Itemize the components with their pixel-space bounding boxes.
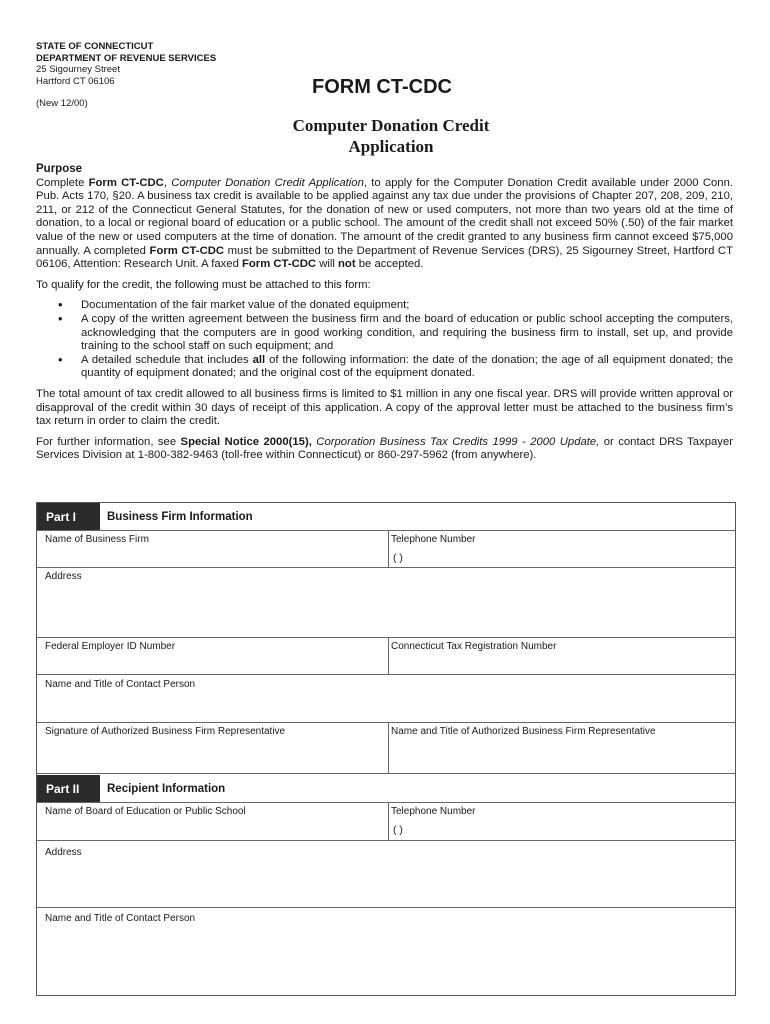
divider — [37, 674, 735, 675]
school-telephone-field[interactable]: Telephone Number — [391, 806, 476, 817]
part-1-title: Business Firm Information — [107, 511, 253, 523]
bullet-icon: • — [58, 297, 63, 313]
representative-name-field[interactable]: Name and Title of Authorized Business Firm Representative — [391, 726, 656, 737]
text-run: , to apply for the Computer Donation Credit available under 2000 Conn. Pub. Acts 170, §20. A business tax credit is available to be applied against any tax due under the provisions of Chapter 207, 208, 209, 210, 211, or 212 of the Connecticut General Statutes, for the donation of new or used computers, not more than two years old at the time of donation, to a local or regional board of education or a public school. The amount of the credit shall not exceed 50% (.50) of the fair market value of the new or used computers at the time of donation. The amount of the credit granted to any business firm cannot exceed $75,000 annually. A completed — [36, 176, 734, 257]
subtitle-line-1: Computer Donation Credit — [292, 116, 490, 135]
divider — [37, 567, 735, 568]
list-item — [36, 351, 733, 381]
fein-field[interactable]: Federal Employer ID Number — [45, 641, 176, 652]
text-run: , — [163, 176, 172, 189]
list-item-text: Documentation of the fair market value of the donated equipment; — [81, 299, 410, 312]
divider — [37, 722, 735, 723]
subtitle-line-2: Application — [348, 137, 434, 156]
school-address-field[interactable]: Address — [45, 847, 82, 858]
area-code-parens: ( ) — [393, 824, 403, 836]
purpose-heading: Purpose — [36, 163, 83, 175]
business-name-field[interactable]: Name of Business Firm — [45, 534, 149, 545]
state-name: STATE OF CONNECTICUT — [36, 41, 154, 52]
text-run: A detailed schedule that includes — [81, 353, 253, 366]
text-run: For further information, see — [36, 435, 181, 448]
text-run: must be submitted to the Department of Revenue Services (DRS), 25 Sigourney Street, Hartford CT 06106, Attention: Research Unit. A faxed — [36, 244, 733, 271]
qualify-paragraph: To qualify for the credit, the following must be attached to this form: — [36, 278, 371, 291]
divider — [37, 773, 735, 774]
divider — [37, 840, 735, 841]
department-name: DEPARTMENT OF REVENUE SERVICES — [36, 52, 217, 64]
ct-tax-registration-field[interactable]: Connecticut Tax Registration Number — [391, 641, 557, 652]
business-telephone-field[interactable]: Telephone Number — [391, 534, 476, 545]
text-run: will — [316, 258, 339, 271]
limit-paragraph: The total amount of tax credit allowed to all business firms is limited to $1 million in any one fiscal year. DRS will provide written approval or disapproval of the credit within 30 days of receipt of this application. A copy of the approval letter must be attached to the business firm’s tax return in order to claim the credit. — [36, 387, 733, 428]
emphasis: all — [252, 353, 266, 366]
divider — [37, 907, 735, 908]
list-item — [36, 299, 733, 313]
signature-field[interactable]: Signature of Authorized Business Firm Representative — [45, 726, 286, 737]
form-subtitle — [250, 115, 532, 157]
info-paragraph — [36, 436, 733, 463]
bullet-icon: • — [58, 310, 63, 326]
text-run: or contact DRS Taxpayer Services Division at 1-800-382-9463 (toll-free within Connecticut) or 860-297-5962 (from anywhere). — [36, 435, 733, 462]
street-address: 25 Sigourney Street — [36, 64, 120, 75]
publication-ref: Corporation Business Tax Credits 1999 - 2000 Update, — [316, 435, 600, 448]
application-form — [36, 502, 736, 996]
revision-date: (New 12/00) — [36, 98, 88, 109]
list-item — [36, 310, 733, 354]
form-title: FORM CT-CDC — [312, 76, 452, 98]
purpose-paragraph — [36, 177, 733, 272]
area-code-parens: ( ) — [393, 552, 403, 564]
part-1-label: Part I — [37, 503, 100, 531]
agency-block — [36, 41, 216, 87]
divider — [388, 722, 389, 773]
emphasis: not — [338, 258, 356, 271]
text-run: be accepted. — [355, 258, 424, 271]
school-name-field[interactable]: Name of Board of Education or Public School — [45, 806, 246, 817]
divider — [388, 637, 389, 674]
bullet-icon: • — [58, 351, 63, 367]
business-contact-field[interactable]: Name and Title of Contact Person — [45, 679, 196, 690]
notice-ref: Special Notice 2000(15), — [180, 435, 312, 448]
instructions — [36, 163, 733, 463]
form-ref: Form CT-CDC — [88, 176, 164, 189]
part-2-header — [37, 775, 735, 803]
form-ref: Form CT-CDC — [149, 244, 225, 257]
form-name-ref: Computer Donation Credit Application — [171, 176, 364, 189]
list-item-text: A copy of the written agreement between the business firm and the board of education or public school accepting the computers, acknowledging that the computers are in good working condition, and requiring the business firm to install, set up, and provide training to the school staff on such equipment; and — [81, 312, 733, 353]
school-contact-field[interactable]: Name and Title of Contact Person — [45, 913, 196, 924]
part-1-header — [37, 503, 735, 531]
part-2-label: Part II — [37, 775, 100, 803]
divider — [388, 530, 389, 567]
divider — [37, 802, 735, 803]
text-run: Complete — [36, 176, 89, 189]
requirements-list — [36, 299, 733, 381]
text-run: of the following information: the date of the donation; the age of all equipment donated; the quantity of equipment donated; and the original cost of the equipment donated. — [81, 353, 733, 380]
part-2-title: Recipient Information — [107, 783, 226, 795]
divider — [37, 530, 735, 531]
business-address-field[interactable]: Address — [45, 571, 82, 582]
divider — [37, 637, 735, 638]
city-address: Hartford CT 06106 — [36, 75, 115, 87]
form-ref: Form CT-CDC — [242, 258, 317, 271]
divider — [388, 802, 389, 840]
